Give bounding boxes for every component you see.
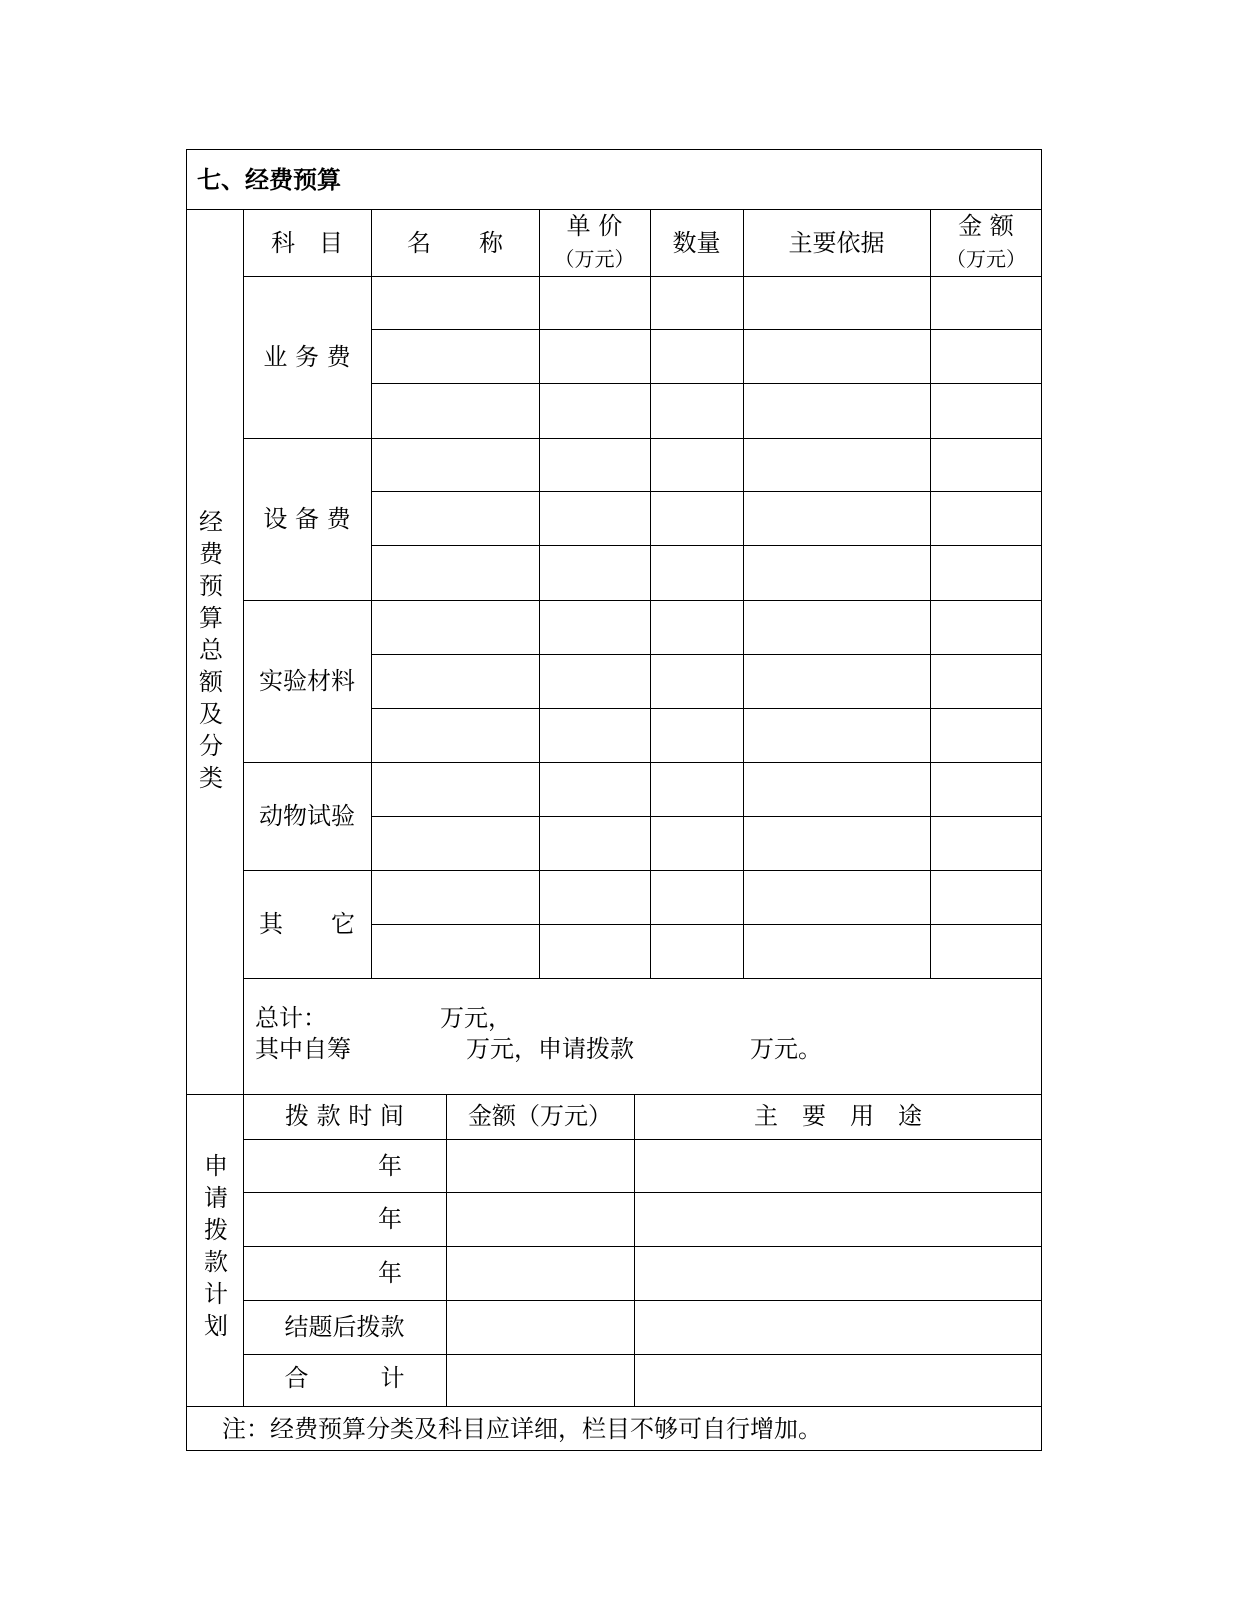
rule-sub bbox=[371, 545, 1042, 546]
rule-sub bbox=[371, 329, 1042, 330]
plan-row-total: 合 计 bbox=[284, 1364, 405, 1392]
header-unit-price: 单 价 bbox=[566, 212, 623, 240]
category-label: 设 备 费 bbox=[263, 505, 351, 533]
plan-row-year: 年 bbox=[378, 1259, 402, 1287]
rule-cat-3 bbox=[243, 762, 1042, 763]
rule-plan-bottom bbox=[186, 1406, 1042, 1407]
rule-col bbox=[930, 209, 931, 978]
header-subject: 科 目 bbox=[271, 229, 343, 257]
category-label: 其 它 bbox=[259, 910, 355, 938]
total-label: 总计： bbox=[255, 1004, 327, 1032]
header-quantity: 数量 bbox=[672, 229, 721, 257]
self-funded-label: 其中自筹 bbox=[255, 1035, 351, 1063]
apply-funding-label: 万元，申请拨款 bbox=[466, 1035, 634, 1063]
rule-cat-1 bbox=[243, 438, 1042, 439]
apply-funding-unit: 万元。 bbox=[750, 1035, 822, 1063]
header-amount-unit: （万元） bbox=[946, 247, 1026, 271]
rule-title-bottom bbox=[186, 209, 1042, 210]
rule-cat-4 bbox=[243, 870, 1042, 871]
rule-plan bbox=[243, 1246, 1042, 1247]
rule-plan bbox=[243, 1139, 1042, 1140]
header-name: 名 称 bbox=[407, 229, 503, 257]
rule-cat-2 bbox=[243, 600, 1042, 601]
footnote: 注：经费预算分类及科目应详细，栏目不够可自行增加。 bbox=[222, 1415, 822, 1443]
rule-col bbox=[539, 209, 540, 978]
rule-sub bbox=[371, 383, 1042, 384]
rule-sub bbox=[371, 654, 1042, 655]
rule-col bbox=[371, 209, 372, 978]
rule-cat-5 bbox=[243, 978, 1042, 979]
total-unit: 万元， bbox=[440, 1004, 512, 1032]
plan-row-year: 年 bbox=[378, 1205, 402, 1233]
category-label: 实验材料 bbox=[259, 667, 355, 695]
rule-budget-bottom bbox=[186, 1094, 1042, 1095]
plan-side-label: 申请拨款计划 bbox=[204, 1152, 228, 1340]
rule-sub bbox=[371, 924, 1042, 925]
budget-side-label: 经费预算总额及分类 bbox=[199, 508, 223, 792]
rule-plan bbox=[243, 1192, 1042, 1193]
plan-header-amount: 金额（万元） bbox=[468, 1102, 612, 1130]
rule-plan-col bbox=[634, 1094, 635, 1406]
category-label: 动物试验 bbox=[259, 802, 355, 830]
header-amount: 金 额 bbox=[958, 212, 1014, 240]
rule-sub bbox=[371, 708, 1042, 709]
rule-plan-col bbox=[446, 1094, 447, 1406]
plan-header-time: 拨 款 时 间 bbox=[285, 1102, 404, 1130]
rule-plan bbox=[243, 1354, 1042, 1355]
rule-col bbox=[650, 209, 651, 978]
section-title: 七、经费预算 bbox=[197, 165, 341, 194]
plan-header-usage: 主 要 用 途 bbox=[754, 1102, 922, 1130]
rule-sub bbox=[371, 816, 1042, 817]
rule-sub bbox=[371, 491, 1042, 492]
plan-row-after-completion: 结题后拨款 bbox=[284, 1313, 405, 1341]
rule-col bbox=[743, 209, 744, 978]
rule-plan bbox=[243, 1300, 1042, 1301]
plan-row-year: 年 bbox=[378, 1152, 402, 1180]
category-label: 业 务 费 bbox=[263, 343, 351, 371]
header-basis: 主要依据 bbox=[788, 229, 885, 257]
header-unit-price-unit: （万元） bbox=[554, 247, 635, 271]
rule-header-bottom bbox=[243, 276, 1042, 277]
